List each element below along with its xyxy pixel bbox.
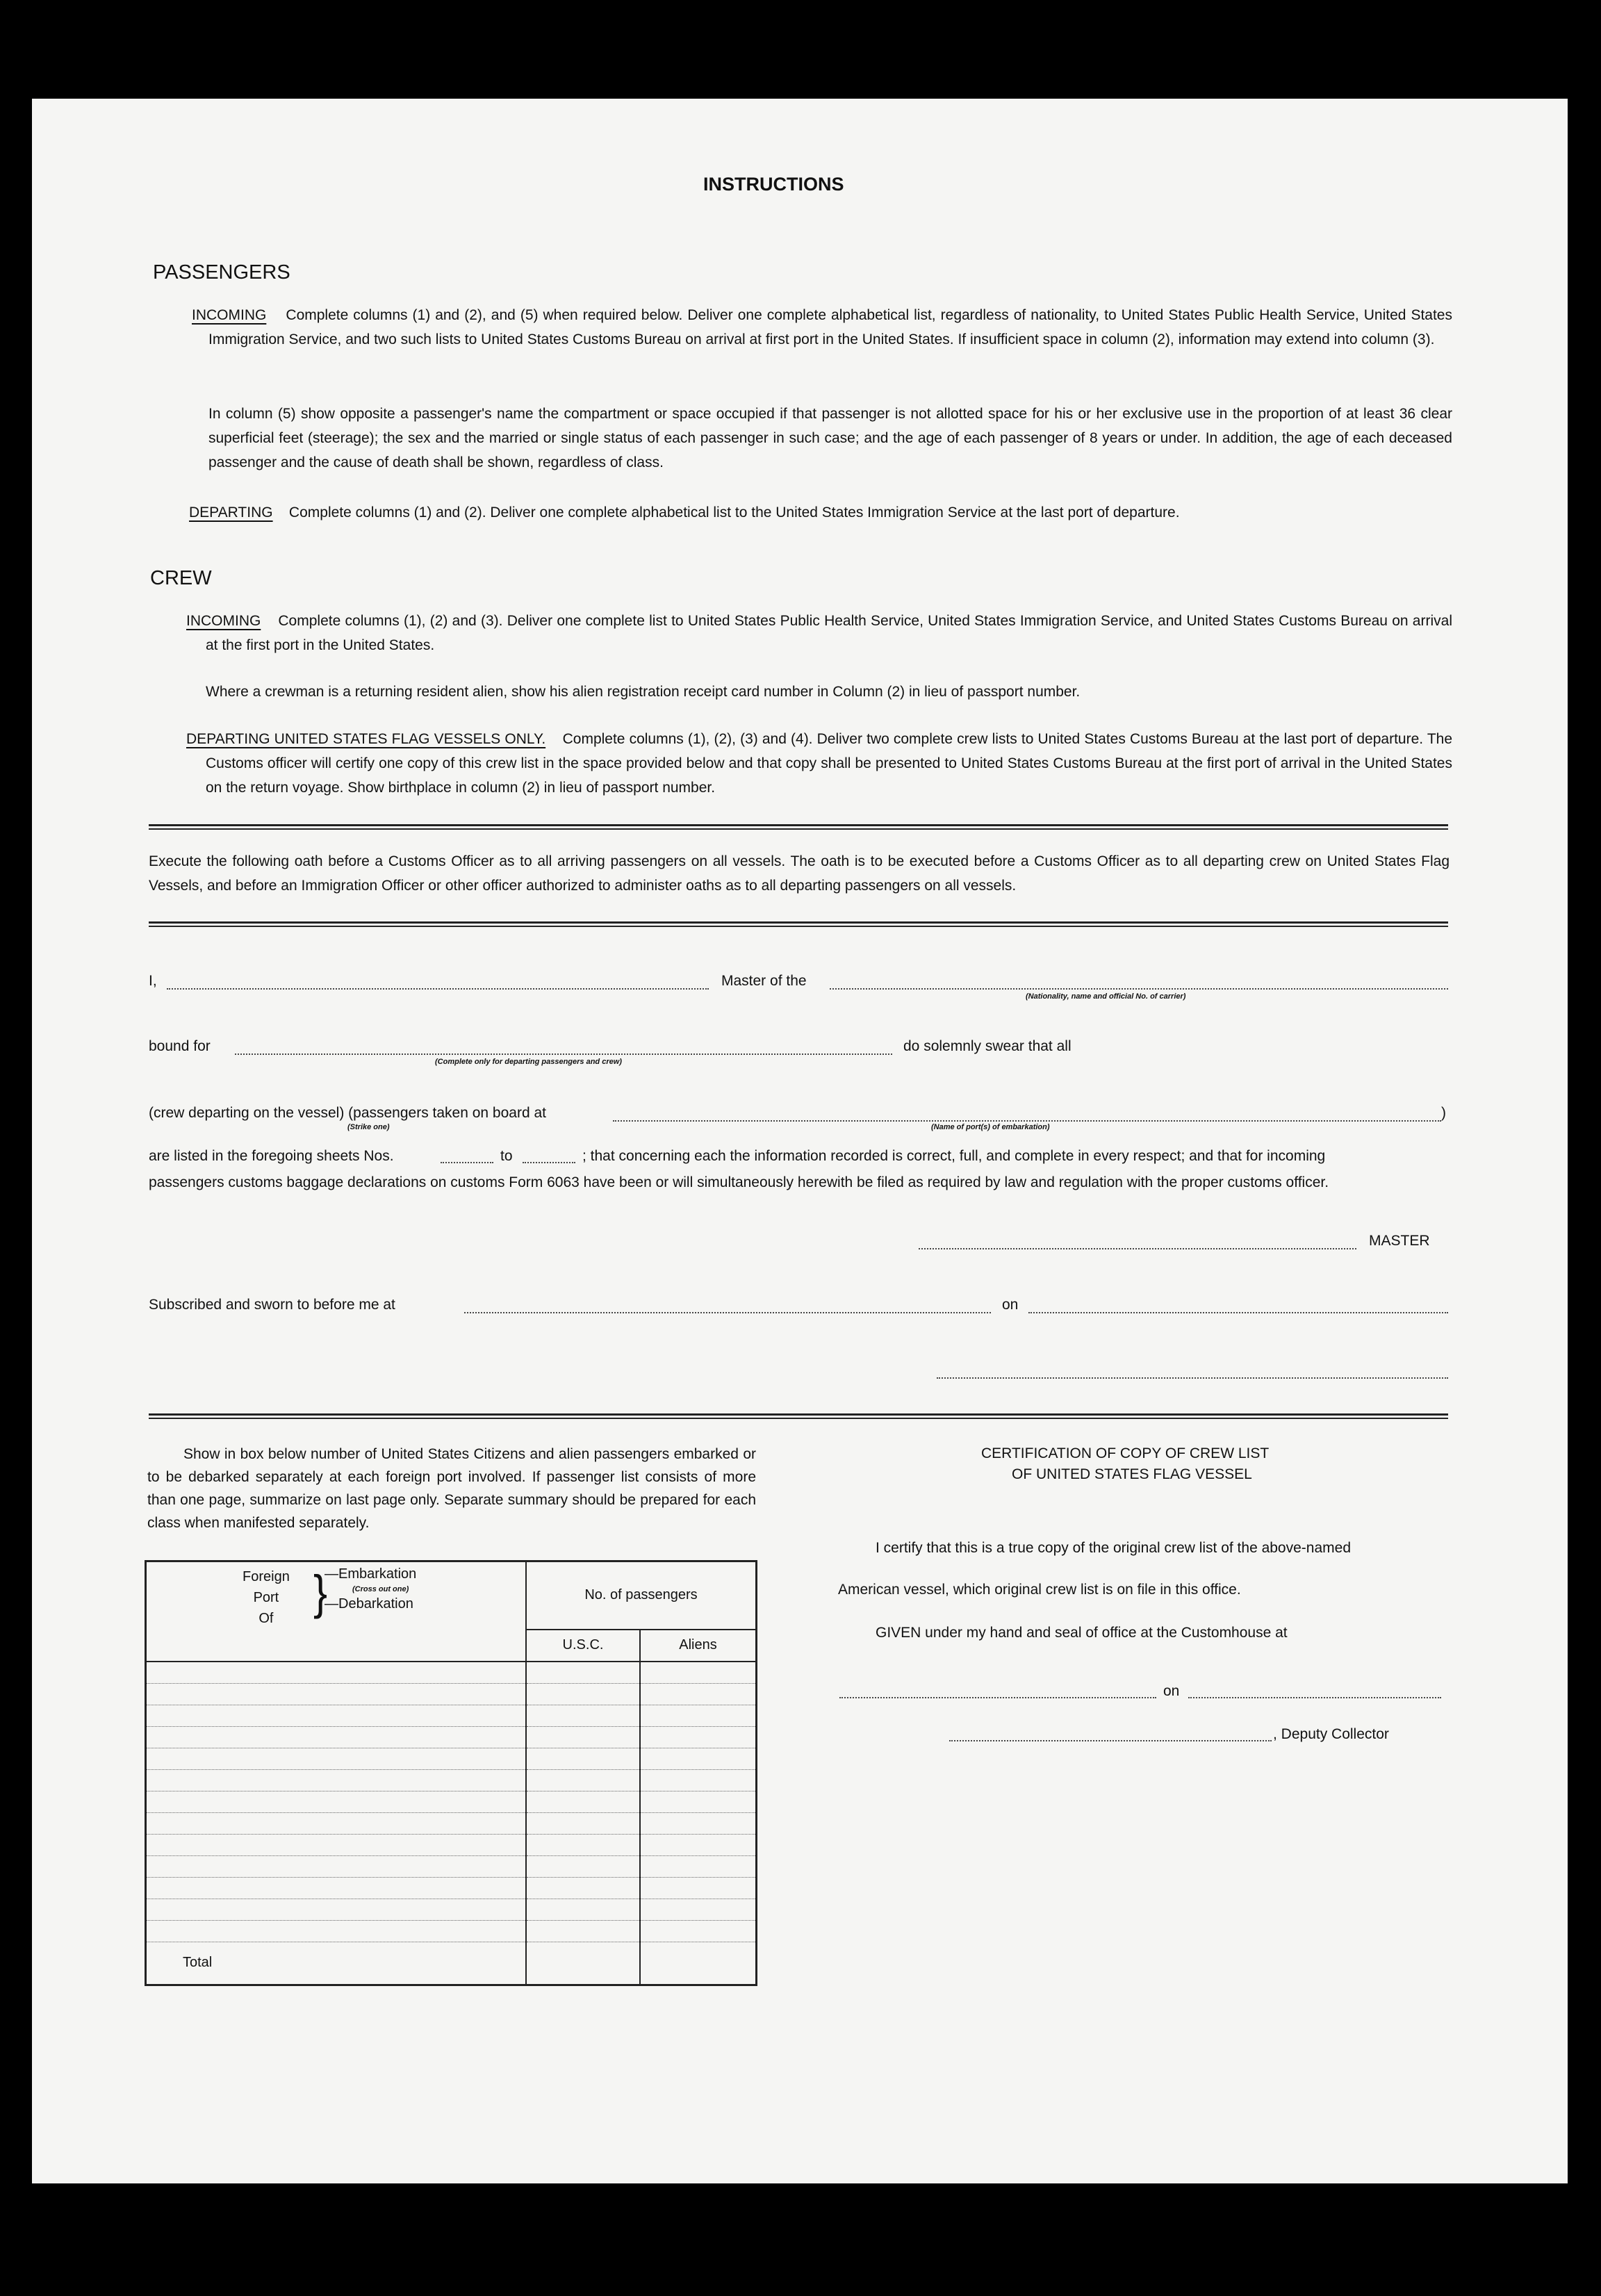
usc-cell[interactable] (526, 1812, 640, 1834)
passengers-heading: PASSENGERS (153, 261, 290, 284)
usc-cell[interactable] (526, 1726, 640, 1748)
listed-label: are listed in the foregoing sheets Nos. (149, 1148, 394, 1164)
certification-on-label: on (1163, 1683, 1180, 1699)
usc-cell[interactable] (526, 1855, 640, 1877)
port-cell[interactable] (146, 1834, 527, 1855)
aliens-cell[interactable] (640, 1683, 757, 1705)
listed-text-b: ; that concerning each the information recorded is correct, full, and complete in every respect; and that for incoming (582, 1148, 1326, 1164)
usc-cell[interactable] (526, 1920, 640, 1942)
aliens-cell[interactable] (640, 1877, 757, 1899)
usc-cell[interactable] (526, 1899, 640, 1920)
usc-cell[interactable] (526, 1769, 640, 1791)
certification-line-2: American vessel, which original crew list is on file in this office. (838, 1582, 1241, 1598)
sheet-to-field[interactable] (523, 1162, 575, 1163)
usc-cell[interactable] (526, 1662, 640, 1684)
usc-cell[interactable] (526, 1834, 640, 1855)
crew-alien-paragraph: Where a crewman is a returning resident alien, show his alien registration receipt card number in Column (2) in lieu of passport number. (206, 684, 1081, 700)
port-cell[interactable] (146, 1769, 527, 1791)
port-label: Port (253, 1590, 279, 1605)
aliens-cell[interactable] (640, 1791, 757, 1812)
master-label: MASTER (1369, 1233, 1430, 1249)
passengers-departing-text: Complete columns (1) and (2). Deliver one complete alphabetical list to the United States Immigration Service at the last port of departure. (288, 505, 1180, 520)
master-name-field[interactable] (167, 988, 709, 990)
port-cell[interactable] (146, 1705, 527, 1726)
port-cell[interactable] (146, 1877, 527, 1899)
aliens-cell[interactable] (640, 1726, 757, 1748)
bound-for-label: bound for (149, 1038, 211, 1054)
aliens-header: Aliens (640, 1630, 757, 1662)
certification-title-2: OF UNITED STATES FLAG VESSEL (1012, 1466, 1252, 1482)
divider (149, 921, 1448, 927)
aliens-cell[interactable] (640, 1812, 757, 1834)
listed-text-c: passengers customs baggage declarations on customs Form 6063 have been or will simultaneously herewith be filed as required by law and regulation with the proper customs officer. (149, 1174, 1329, 1190)
aliens-cell[interactable] (640, 1899, 757, 1920)
summary-note: Show in box below number of United States Citizens and alien passengers embarked or to be debarked separately at each foreign port involved. If passenger list consists of more than one page, summarize on last page only. Separate summary should be prepared for each class when manifested separately. (147, 1446, 756, 1531)
on-label: on (1002, 1297, 1019, 1313)
certification-line-3: GIVEN under my hand and seal of office at the Customhouse at (876, 1625, 1288, 1641)
port-cell[interactable] (146, 1791, 527, 1812)
usc-cell[interactable] (526, 1705, 640, 1726)
port-cell[interactable] (146, 1726, 527, 1748)
oath-i-label: I, (149, 973, 157, 989)
page-title: INSTRUCTIONS (703, 174, 844, 195)
to-label: to (500, 1148, 513, 1164)
port-cell[interactable] (146, 1855, 527, 1877)
debarkation-label: —Debarkation (325, 1596, 413, 1612)
foreign-port-header (146, 1561, 527, 1662)
port-cell[interactable] (146, 1899, 527, 1920)
foreign-label: Foreign (243, 1569, 290, 1584)
port-cell[interactable] (146, 1920, 527, 1942)
usc-total-cell[interactable] (526, 1942, 640, 1985)
passenger-summary-table (145, 1560, 757, 1986)
of-label: Of (258, 1611, 274, 1626)
aliens-cell[interactable] (640, 1705, 757, 1726)
ports-note: (Name of port(s) of embarkation) (931, 1123, 1050, 1131)
aliens-cell[interactable] (640, 1855, 757, 1877)
crew-departing-label: DEPARTING UNITED STATES FLAG VESSELS ONLY. (186, 731, 546, 747)
total-label: Total (146, 1942, 527, 1985)
aliens-cell[interactable] (640, 1920, 757, 1942)
crew-incoming-paragraph (186, 609, 1452, 657)
passengers-departing-label: DEPARTING (189, 505, 273, 520)
master-signature-field[interactable] (919, 1248, 1356, 1249)
officer-signature-field[interactable] (937, 1377, 1448, 1379)
aliens-cell[interactable] (640, 1748, 757, 1769)
usc-cell[interactable] (526, 1683, 640, 1705)
port-cell[interactable] (146, 1662, 527, 1684)
passengers-incoming-label: INCOMING (192, 307, 267, 323)
subscribed-date-field[interactable] (1028, 1312, 1448, 1313)
port-cell[interactable] (146, 1812, 527, 1834)
no-of-passengers-header: No. of passengers (526, 1561, 757, 1630)
certification-title-1: CERTIFICATION OF COPY OF CREW LIST (981, 1445, 1270, 1461)
crew-heading: CREW (150, 567, 212, 589)
sheet-from-field[interactable] (441, 1162, 493, 1163)
port-cell[interactable] (146, 1683, 527, 1705)
bound-for-note: (Complete only for departing passengers and crew) (435, 1058, 622, 1066)
crew-departing-label-line: (crew departing on the vessel) (passengers taken on board at (149, 1105, 546, 1121)
usc-cell[interactable] (526, 1748, 640, 1769)
certification-line-1: I certify that this is a true copy of the original crew list of the above-named (876, 1540, 1351, 1556)
master-of-the-label: Master of the (721, 973, 807, 989)
subscribed-label: Subscribed and sworn to before me at (149, 1297, 395, 1313)
usc-header: U.S.C. (526, 1630, 640, 1662)
deputy-signature-field[interactable] (949, 1740, 1272, 1741)
subscribed-place-field[interactable] (464, 1312, 991, 1313)
divider (149, 824, 1448, 830)
deputy-collector-label: , Deputy Collector (1273, 1726, 1389, 1742)
crew-incoming-text: Complete columns (1), (2) and (3). Deliver one complete list to United States Public Health Service, United States Immigration Service, and United States Customs Bureau on arrival at the first port in the United States. (206, 613, 1452, 653)
embarkation-label: —Embarkation (325, 1566, 417, 1582)
customhouse-field[interactable] (839, 1697, 1156, 1698)
passengers-col5-paragraph: In column (5) show opposite a passenger's name the compartment or space occupied if that passenger is not allotted space for his or her exclusive use in the proportion of at least 36 clear superficial feet (steerage); the sex and the married or single status of each passenger in such case; and the age of each passenger of 8 years or under. In addition, the age of each deceased passenger and the cause of death shall be shown, regardless of class. (208, 406, 1452, 470)
brace-icon: } (313, 1565, 328, 1619)
certification-date-field[interactable] (1188, 1697, 1441, 1698)
passengers-incoming-text: Complete columns (1) and (2), and (5) when required below. Deliver one complete alphabetical list, regardless of nationality, to United States Public Health Service, United States Immigration Service, and two such lists to United States Customs Bureau on arrival at first port in the United States. If insufficient space in column (2), information may extend into column (3). (208, 307, 1452, 347)
usc-cell[interactable] (526, 1877, 640, 1899)
oath-intro: Execute the following oath before a Customs Officer as to all arriving passengers on all vessels. The oath is to be executed before a Customs Officer as to all departing crew on United States Flag Vessels, and before an Immigration Officer or other officer authorized to administer oaths as to all departing passengers on all vessels. (149, 853, 1450, 894)
divider (149, 1413, 1448, 1419)
usc-cell[interactable] (526, 1791, 640, 1812)
aliens-cell[interactable] (640, 1769, 757, 1791)
passengers-incoming-paragraph (192, 303, 1452, 352)
nationality-note: (Nationality, name and official No. of carrier) (1026, 992, 1186, 1001)
ports-embarkation-field[interactable] (613, 1120, 1441, 1122)
crew-departing-text: Complete columns (1), (2), (3) and (4). Deliver two complete crew lists to United States Customs Bureau at the last port of departure. The Customs officer will certify one copy of this crew list in the space provided below and that copy shall be presented to United States Customs Bureau at the first port of arrival in the United States on the return voyage. Show birthplace in column (2) in lieu of passport number. (206, 731, 1453, 796)
port-cell[interactable] (146, 1748, 527, 1769)
do-swear-label: do solemnly swear that all (903, 1038, 1072, 1054)
crew-departing-paragraph (186, 727, 1453, 800)
strike-one-note: (Strike one) (347, 1123, 390, 1131)
bound-for-field[interactable] (235, 1053, 892, 1055)
crew-incoming-label: INCOMING (186, 613, 261, 629)
carrier-field[interactable] (830, 988, 1448, 990)
close-paren: ) (1441, 1105, 1446, 1121)
passengers-departing-paragraph (189, 500, 1454, 525)
aliens-total-cell[interactable] (640, 1942, 757, 1985)
aliens-cell[interactable] (640, 1662, 757, 1684)
cross-out-note: (Cross out one) (352, 1585, 409, 1593)
aliens-cell[interactable] (640, 1834, 757, 1855)
